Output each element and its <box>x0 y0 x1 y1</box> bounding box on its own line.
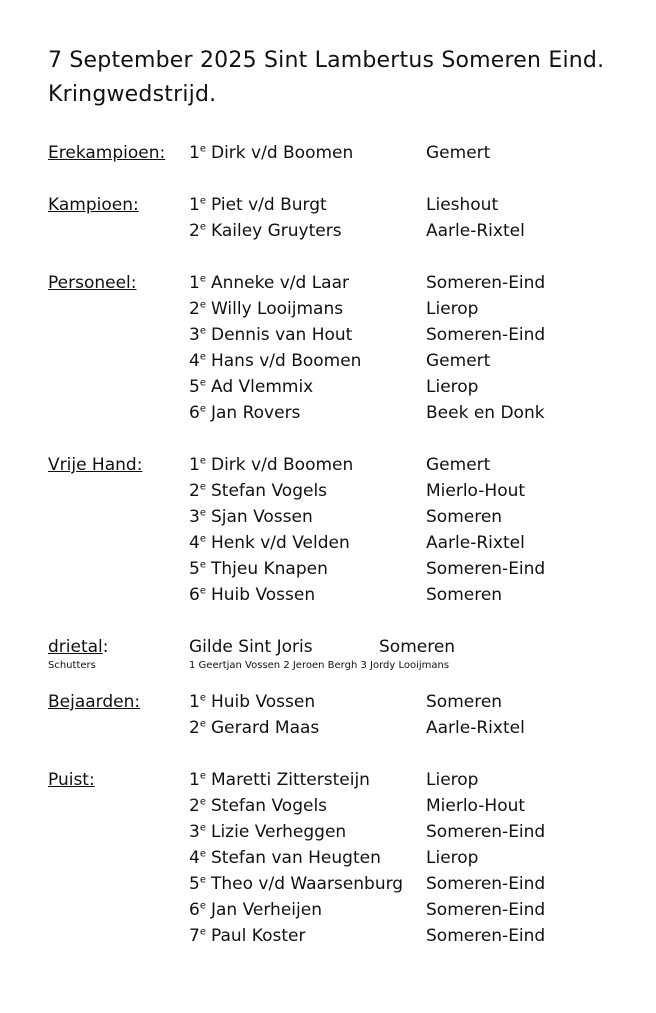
participant-town: Gemert <box>426 143 491 163</box>
rank-suffix: e <box>199 874 206 886</box>
participant-town: Gemert <box>426 351 491 371</box>
participant-name: Dirk v/d Boomen <box>210 143 354 163</box>
category-label-puist: Puist: <box>48 770 95 790</box>
placement <box>189 478 327 504</box>
results-list <box>48 140 648 949</box>
participant-name: Dirk v/d Boomen <box>210 455 354 475</box>
placement <box>189 504 313 530</box>
rank-suffix: e <box>199 796 206 808</box>
participant-name: Jan Verheijen <box>210 900 322 920</box>
participant-name: Henk v/d Velden <box>210 533 350 553</box>
participant-town: Lierop <box>426 770 479 790</box>
rank-suffix: e <box>199 507 206 519</box>
result-row <box>48 897 648 923</box>
gilde-name: Gilde Sint Joris <box>189 637 313 657</box>
result-row <box>48 793 648 819</box>
rank-suffix: e <box>199 377 206 389</box>
participant-town: Someren <box>426 507 503 527</box>
spacer <box>48 682 648 689</box>
result-row <box>48 270 648 296</box>
placement <box>189 452 353 478</box>
drietal-label-text: drietal <box>48 637 103 657</box>
rank-suffix: e <box>199 718 206 730</box>
rank-suffix: e <box>199 559 206 571</box>
placement <box>189 400 300 426</box>
participant-town: Someren <box>426 692 503 712</box>
participant-town: Someren <box>426 585 503 605</box>
rank-suffix: e <box>199 848 206 860</box>
result-row <box>48 140 648 166</box>
participant-town: Aarle-Rixtel <box>426 718 525 738</box>
placement <box>189 923 305 949</box>
placement <box>189 715 319 741</box>
rank: 5 <box>189 377 200 397</box>
placement <box>189 374 313 400</box>
placement <box>189 793 327 819</box>
participant-name: Maretti Zittersteijn <box>210 770 370 790</box>
participant-name: Huib Vossen <box>210 692 316 712</box>
spacer <box>48 608 648 634</box>
result-row <box>48 689 648 715</box>
rank-suffix: e <box>199 325 206 337</box>
rank-suffix: e <box>199 585 206 597</box>
result-row <box>48 348 648 374</box>
rank: 4 <box>189 533 200 553</box>
result-row <box>48 322 648 348</box>
participant-name: Kailey Gruyters <box>210 221 342 241</box>
category-label-drietal <box>48 634 109 660</box>
placement <box>189 767 370 793</box>
rank-suffix: e <box>199 299 206 311</box>
rank-suffix: e <box>199 455 206 467</box>
participant-name: Dennis van Hout <box>210 325 353 345</box>
placement <box>189 845 381 871</box>
result-row <box>48 923 648 949</box>
placement <box>189 348 361 374</box>
placement <box>189 296 343 322</box>
rank: 5 <box>189 559 200 579</box>
participant-town: Mierlo-Hout <box>426 796 526 816</box>
category-label-personeel: Personeel: <box>48 273 137 293</box>
participant-town: Someren-Eind <box>426 559 546 579</box>
participant-town: Mierlo-Hout <box>426 481 526 501</box>
category-label-kampioen: Kampioen: <box>48 195 139 215</box>
rank: 3 <box>189 822 200 842</box>
drietal-label-colon: : <box>102 637 109 657</box>
rank: 6 <box>189 900 200 920</box>
participant-name: Paul Koster <box>210 926 306 946</box>
placement <box>189 897 322 923</box>
title-line-1: 7 September 2025 Sint Lambertus Someren Eind. <box>48 48 605 73</box>
result-row <box>48 192 648 218</box>
rank-suffix: e <box>199 533 206 545</box>
participant-town: Lierop <box>426 299 479 319</box>
participant-name: Willy Looijmans <box>210 299 344 319</box>
result-row <box>48 767 648 793</box>
rank-suffix: e <box>199 195 206 207</box>
rank: 2 <box>189 796 200 816</box>
placement <box>189 871 403 897</box>
title-line-2: Kringwedstrijd. <box>48 82 217 107</box>
result-row <box>48 400 648 426</box>
participant-name: Stefan van Heugten <box>210 848 381 868</box>
participant-town: Someren-Eind <box>426 874 546 894</box>
rank: 1 <box>189 195 200 215</box>
rank-suffix: e <box>199 822 206 834</box>
participant-name: Stefan Vogels <box>210 796 328 816</box>
placement <box>189 140 353 166</box>
rank-suffix: e <box>199 351 206 363</box>
placement <box>189 218 342 244</box>
result-row <box>48 504 648 530</box>
result-row <box>48 296 648 322</box>
placement <box>189 270 349 296</box>
result-row <box>48 556 648 582</box>
result-row <box>48 845 648 871</box>
result-row <box>48 452 648 478</box>
placement <box>189 556 328 582</box>
placement <box>189 530 350 556</box>
rank: 2 <box>189 718 200 738</box>
participant-name: Stefan Vogels <box>210 481 328 501</box>
rank: 3 <box>189 507 200 527</box>
placement <box>189 192 327 218</box>
rank-suffix: e <box>199 481 206 493</box>
rank-suffix: e <box>199 221 206 233</box>
participant-town: Someren-Eind <box>426 822 546 842</box>
category-label-erekampioen: Erekampioen: <box>48 143 166 163</box>
participant-name: Anneke v/d Laar <box>210 273 350 293</box>
rank-suffix: e <box>199 403 206 415</box>
drietal-details <box>48 660 648 682</box>
category-label-vrije-hand: Vrije Hand: <box>48 455 143 475</box>
gilde-town: Someren <box>379 637 456 657</box>
result-row <box>48 871 648 897</box>
spacer <box>48 741 648 767</box>
rank: 3 <box>189 325 200 345</box>
spacer <box>48 166 648 192</box>
rank-suffix: e <box>199 143 206 155</box>
participant-name: Lizie Verheggen <box>210 822 347 842</box>
participant-town: Gemert <box>426 455 491 475</box>
spacer <box>48 426 648 452</box>
result-row <box>48 634 648 660</box>
schutters-label: Schutters <box>48 660 96 671</box>
drietal-members: 1 Geertjan Vossen 2 Jeroen Bergh 3 Jordy Looijmans <box>189 660 450 671</box>
rank: 2 <box>189 481 200 501</box>
rank: 5 <box>189 874 200 894</box>
result-row <box>48 819 648 845</box>
result-row <box>48 374 648 400</box>
placement <box>189 582 315 608</box>
category-label-bejaarden: Bejaarden: <box>48 692 141 712</box>
rank: 1 <box>189 143 200 163</box>
participant-town: Aarle-Rixtel <box>426 221 525 241</box>
participant-name: Jan Rovers <box>210 403 301 423</box>
rank: 1 <box>189 692 200 712</box>
participant-name: Ad Vlemmix <box>210 377 314 397</box>
participant-town: Someren-Eind <box>426 325 546 345</box>
participant-name: Piet v/d Burgt <box>210 195 327 215</box>
result-row <box>48 218 648 244</box>
rank: 2 <box>189 221 200 241</box>
participant-town: Beek en Donk <box>426 403 545 423</box>
rank-suffix: e <box>199 273 206 285</box>
participant-name: Theo v/d Waarsenburg <box>210 874 404 894</box>
rank: 2 <box>189 299 200 319</box>
rank: 1 <box>189 770 200 790</box>
participant-name: Thjeu Knapen <box>210 559 328 579</box>
participant-town: Someren-Eind <box>426 926 546 946</box>
rank-suffix: e <box>199 770 206 782</box>
placement <box>189 819 346 845</box>
placement <box>189 322 352 348</box>
participant-town: Lieshout <box>426 195 499 215</box>
document-title <box>48 44 648 112</box>
result-row <box>48 478 648 504</box>
rank-suffix: e <box>199 926 206 938</box>
rank: 6 <box>189 585 200 605</box>
participant-town: Aarle-Rixtel <box>426 533 525 553</box>
participant-name: Hans v/d Boomen <box>210 351 362 371</box>
participant-name: Huib Vossen <box>210 585 316 605</box>
participant-town: Someren-Eind <box>426 273 546 293</box>
rank: 4 <box>189 848 200 868</box>
participant-town: Lierop <box>426 377 479 397</box>
rank-suffix: e <box>199 692 206 704</box>
rank-suffix: e <box>199 900 206 912</box>
rank: 6 <box>189 403 200 423</box>
result-row <box>48 582 648 608</box>
rank: 1 <box>189 455 200 475</box>
participant-town: Lierop <box>426 848 479 868</box>
rank: 4 <box>189 351 200 371</box>
rank: 1 <box>189 273 200 293</box>
result-row <box>48 530 648 556</box>
participant-town: Someren-Eind <box>426 900 546 920</box>
participant-name: Gerard Maas <box>210 718 320 738</box>
placement <box>189 689 315 715</box>
participant-name: Sjan Vossen <box>210 507 313 527</box>
rank: 7 <box>189 926 200 946</box>
result-row <box>48 715 648 741</box>
spacer <box>48 244 648 270</box>
